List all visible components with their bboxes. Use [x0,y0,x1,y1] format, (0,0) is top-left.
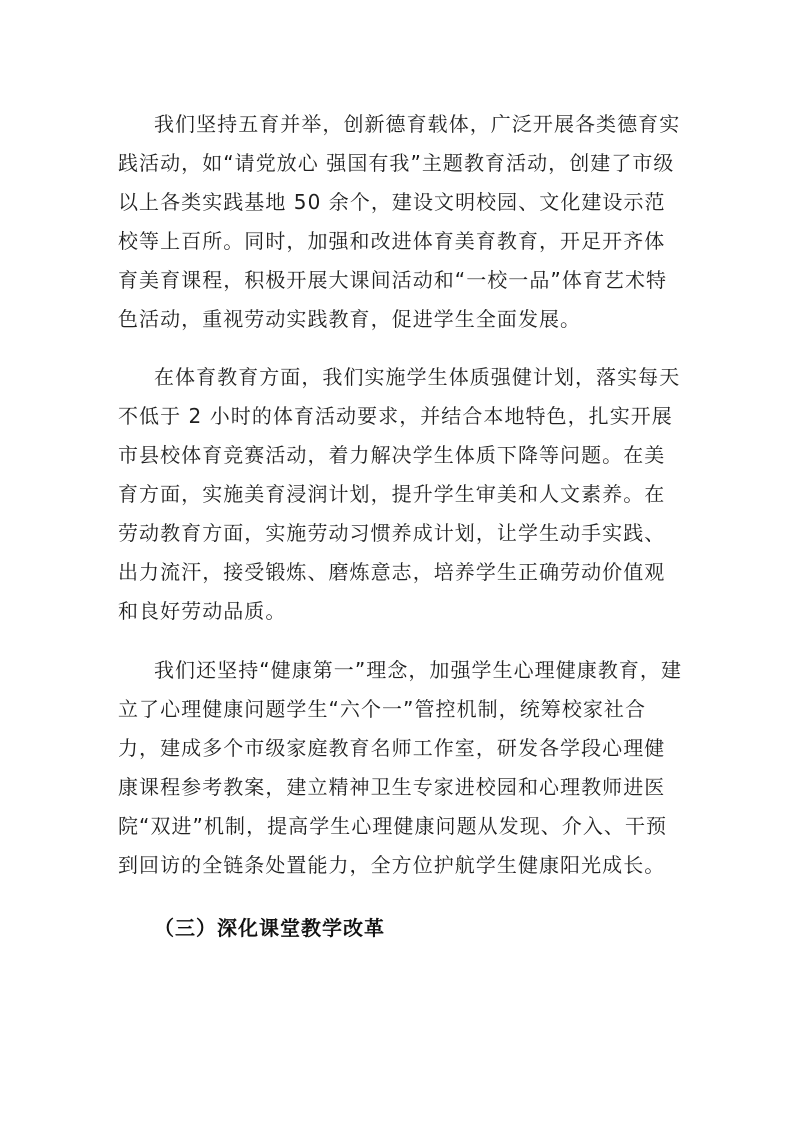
paragraph-moral-education: 我们坚持五育并举，创新德育载体，广泛开展各类德育实践活动，如“请党放心 强国有我”主题教育活动，创建了市级以上各类实践基地 50 余个，建设文明校园、文化建设示范校等上百所。同时，加强和改进体育美育教育，开足开齐体育美育课程，积极开展大课间活动和“一校一品”体育艺术特色活动，重视劳动实践教育，促进学生全面发展。 [118,112,681,331]
paragraph-physical-art-labor-education: 在体育教育方面，我们实施学生体质强健计划，落实每天不低于 2 小时的体育活动要求，并结合本地特色，扎实开展市县校体育竞赛活动，着力解决学生体质下降等问题。在美育方面，实施美育浸润计划，提升学生审美和人文素养。在劳动教育方面，实施劳动习惯养成计划，让学生动手实践、出力流汗，接受锻炼、磨炼意志，培养学生正确劳动价值观和良好劳动品质。 [118,365,681,623]
document-body [118,105,683,944]
section-heading: （三）深化课堂教学改革 [154,916,385,940]
paragraph-mental-health: 我们还坚持“健康第一”理念，加强学生心理健康教育，建立了心理健康问题学生“六个一”管控机制，统筹校家社合力，建成多个市级家庭教育名师工作室，研发各学段心理健康课程参考教案，建立精神卫生专家进校园和心理教师进医院“双进”机制，提高学生心理健康问题从发现、介入、干预到回访的全链条处置能力，全方位护航学生健康阳光成长。 [118,658,683,877]
